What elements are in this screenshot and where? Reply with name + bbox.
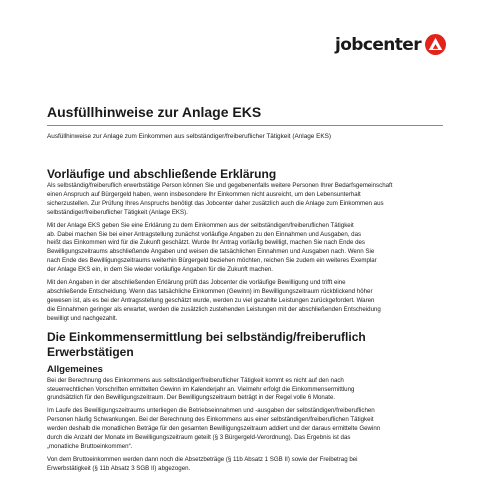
body-paragraph <box>47 456 443 474</box>
page-subtitle: Ausfüllhinweise zur Anlage zum Einkommen aus selbständiger/freiberuflicher Tätigkeit (Anlage EKS) <box>47 133 332 140</box>
paragraph-line: Als selbständig/freiberuflich erwerbstätige Person können Sie und gegebenenfalls weitere Personen Ihrer Bedarfsgemeinschaft <box>47 182 393 189</box>
jobcenter-logo <box>335 34 446 55</box>
paragraph-line: abschließende Entscheidung. Wenn das tatsächliche Einkommen (Gewinn) im Bewilligungszeitraum rückblickend höher <box>47 287 373 295</box>
main-content <box>47 104 443 478</box>
body-paragraph <box>47 407 443 452</box>
body-paragraph <box>47 182 443 218</box>
paragraph-line: durch die Anzahl der Monate im Bewilligungszeitraum geteilt (§ 3 Bürgergeld-Verordnung). Das Ergebnis ist das <box>47 434 351 442</box>
paragraph-line: werden deshalb die monatlichen Beträge für den gesamten Bewilligungszeitraum addiert und der daraus ermittelte Gewinn <box>47 425 381 433</box>
paragraph-line: Von dem Bruttoeinkommen werden dann noch die Absetzbeträge (§ 11b Absatz 1 SGB II) sowie der Freibetrag bei <box>47 455 358 463</box>
subheading-allgemeines: Allgemeines <box>47 363 103 375</box>
logo-wordmark: jobcenter <box>334 34 421 55</box>
paragraph-line: Bewilligungszeitraums abschließende Angaben und weisen die tatsächlichen Einnahmen und Ausgaben nach. Wenn Sie <box>47 248 375 256</box>
paragraph-line: Bei der Berechnung des Einkommens aus selbständiger/freiberuflicher Tätigkeit kommt es nicht auf den nach <box>47 376 344 384</box>
paragraph-line: Erwerbstätigkeit (§ 11b Absatz 3 SGB II) abgezogen. <box>47 464 191 472</box>
paragraph-line: einen Anspruch auf Bürgergeld haben, wenn insbesondere Ihr Einkommen nicht ausreicht, um den Lebensunterhalt <box>47 190 361 198</box>
page-title: Ausfüllhinweise zur Anlage EKS <box>47 104 443 126</box>
paragraph-line: Personen häufig Schwankungen. Bei der Berechnung des Einkommens aus einer selbständigen/freiberuflichen Tätigkeit <box>47 416 374 424</box>
section-body-vorlaeufig <box>47 182 443 324</box>
paragraph-line: grundsätzlich für den Bewilligungszeitraum. Der Bewilligungszeitraum beträgt in der Regel volle 6 Monate. <box>47 394 336 402</box>
paragraph-line: steuerrechtlichen Vorschriften ermittelten Gewinn im Kalenderjahr an. Vielmehr erfolgt die Einkommensermittlung <box>47 385 355 393</box>
paragraph-line: heißt das Einkommen wird für die Zukunft geschätzt. Wurde Ihr Antrag vorläufig bewilligt, machen Sie nach Ende des <box>47 239 365 247</box>
paragraph-line: der Anlage EKS ein, in dem Sie wieder vorläufige Angaben für die Zukunft machen. <box>47 266 273 274</box>
paragraph-line: ab. Dabei machen Sie bei einer Antragstellung zunächst vorläufige Angaben zu den Einnahmen und Ausgaben, das <box>47 230 362 238</box>
paragraph-line: Im Laufe des Bewilligungszeitraums unterliegen die Betriebseinnahmen und -ausgaben der selbständigen/freiberuflichen <box>47 407 375 415</box>
paragraph-line: bewilligt und nachgezahlt. <box>47 314 118 322</box>
paragraph-line: sicherzustellen. Zur Prüfung Ihres Anspruchs benötigt das Jobcenter daher zusätzlich auch die Anlage zum Einkommen aus <box>47 199 384 207</box>
paragraph-line: die Einnahmen geringer als erwartet, werden die zusätzlich zustehenden Leistungen mit der abschließenden Entscheidung <box>47 305 381 313</box>
paragraph-line: selbständiger/freiberuflicher Tätigkeit (Anlage EKS). <box>47 208 188 216</box>
body-paragraph <box>47 279 443 324</box>
logo-triangle-icon <box>425 34 446 55</box>
paragraph-line: gewesen ist, als es bei der Antragsstellung geschätzt wurde, werden zu viel gezahlte Leistungen zurückgefordert. Waren <box>47 296 375 304</box>
section-heading-vorlaeufig: Vorläufige und abschließende Erklärung <box>47 167 277 181</box>
body-paragraph <box>47 377 443 404</box>
body-paragraph <box>47 222 443 275</box>
paragraph-line: nach Ende des Bewilligungszeitraums weiterhin Bürgergeld beziehen möchten, reichen Sie zudem ein weiteres Exemplar <box>47 257 377 265</box>
section-body-einkommensermittlung <box>47 377 443 474</box>
paragraph-line: Mit der Anlage EKS geben Sie eine Erklärung zu dem Einkommen aus der selbständigen/freiberuflichen Tätigkeit <box>47 221 354 229</box>
section-heading-einkommensermittlung: Die Einkommensermittlung bei selbständig/freiberuflich Erwerbstätigen <box>47 329 366 359</box>
paragraph-line: Mit den Angaben in der abschließenden Erklärung prüft das Jobcenter die vorläufige Bewilligung und trifft eine <box>47 279 346 287</box>
paragraph-line: „monatliche Bruttoeinkommen“. <box>47 442 133 450</box>
